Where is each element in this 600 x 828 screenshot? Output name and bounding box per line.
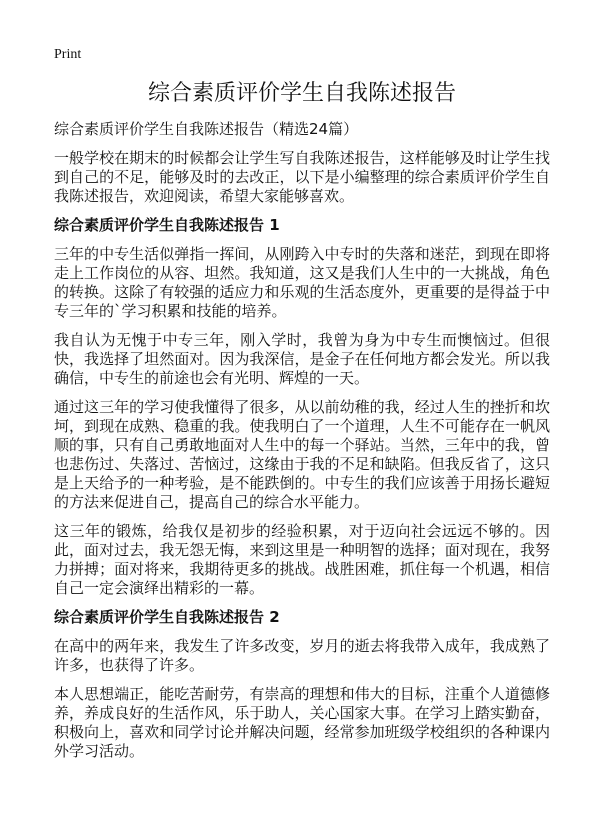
paragraph: 在高中的两年来，我发生了许多改变，岁月的逝去将我带入成年，我成熟了许多，也获得了许多。 <box>54 637 550 674</box>
document-subtitle: 综合素质评价学生自我陈述报告（精选24篇） <box>54 120 359 138</box>
paragraph: 三年的中专生活似弹指一挥间，从刚跨入中专时的失落和迷茫，到现在即将走上工作岗位的从容、坦然。我知道，这又是我们人生中的一大挑战，角色的转换。这除了有较强的适应力和乐观的生活态度外，更重要的是得益于中专三年的`学习积累和技能的培养。 <box>54 245 550 320</box>
paragraph: 这三年的锻炼，给我仅是初步的经验积累，对于迈向社会远远不够的。因此，面对过去，我无怨无悔，来到这里是一种明智的选择；面对现在，我努力拼搏；面对将来，我期待更多的挑战。战胜困难，抓住每一个机遇，相信自己一定会演绎出精彩的一幕。 <box>54 522 550 597</box>
section-heading: 综合素质评价学生自我陈述报告 2 <box>54 608 280 626</box>
print-link[interactable]: Print <box>54 47 82 62</box>
paragraph: 我自认为无愧于中专三年，刚入学时，我曾为身为中专生而懊恼过。但很快，我选择了坦然面对。因为我深信，是金子在任何地方都会发光。所以我确信，中专生的前途也会有光明、辉煌的一天。 <box>54 331 550 387</box>
document-title: 综合素质评价学生自我陈述报告 <box>147 81 456 106</box>
intro-paragraph: 一般学校在期末的时候都会让学生写自我陈述报告，这样能够及时让学生找到自己的不足，能够及时的去改正，以下是小编整理的综合素质评价学生自我陈述报告，欢迎阅读，希望大家能够喜欢。 <box>54 149 550 205</box>
paragraph: 本人思想端正，能吃苦耐劳，有崇高的理想和伟大的目标，注重个人道德修养，养成良好的生活作风，乐于助人，关心国家大事。在学习上踏实勤奋，积极向上，喜欢和同学讨论并解决问题，经常参加班级学校组织的各种课内外学习活动。 <box>54 685 550 760</box>
paragraph: 通过这三年的学习使我懂得了很多，从以前幼稚的我，经过人生的挫折和坎坷，到现在成熟、稳重的我。使我明白了一个道理，人生不可能存在一帆风顺的事，只有自己勇敢地面对人生中的每一个驿站。当然，三年中的我，曾也悲伤过、失落过、苦恼过，这缘由于我的不足和缺陷。但我反省了，这只是上天给予的一种考验，是不能跌倒的。中专生的我们应该善于用扬长避短的方法来促进自己，提高自己的综合水平能力。 <box>54 398 550 511</box>
section-heading: 综合素质评价学生自我陈述报告 1 <box>54 216 280 234</box>
